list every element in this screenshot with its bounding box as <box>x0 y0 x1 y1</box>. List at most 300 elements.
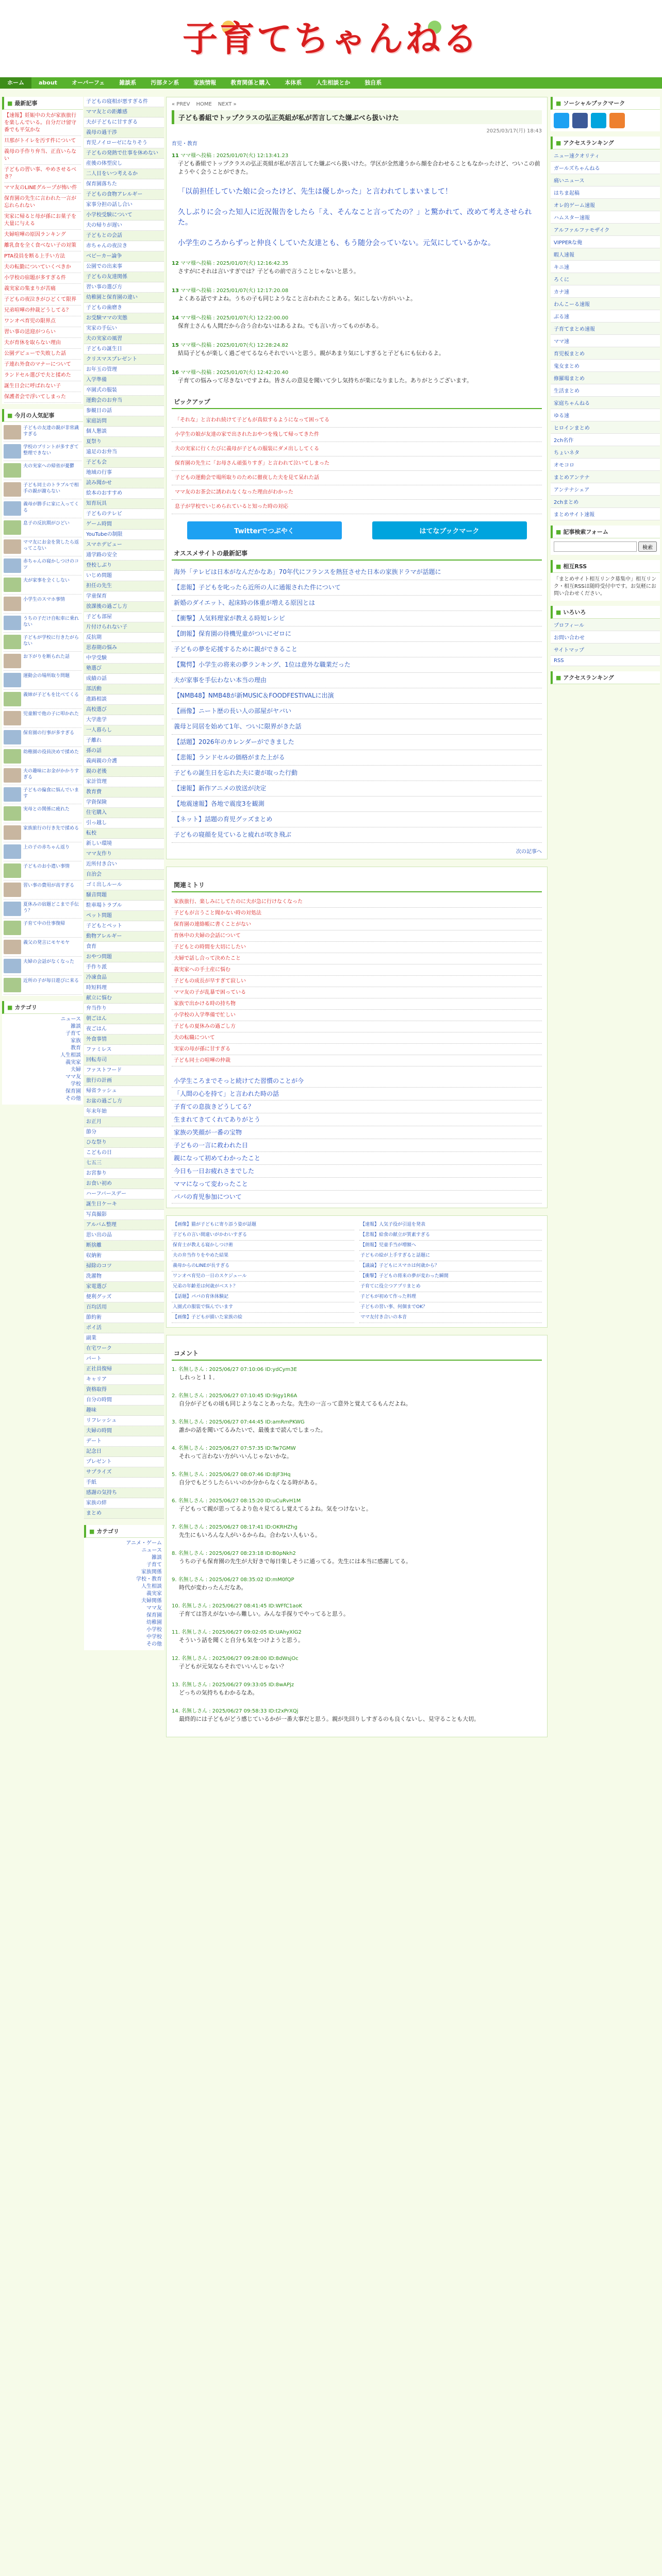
site-logo[interactable]: 子育てちゃんねる <box>182 19 479 60</box>
mid-link-item[interactable]: ハーフバースデー <box>84 1189 164 1199</box>
mid-link-item[interactable]: 夫の帰りが遅い <box>84 221 164 231</box>
left-category-item[interactable]: 人生相談 <box>60 1053 81 1058</box>
left-latest-item[interactable]: 子連れ外食のマナーについて <box>4 360 81 370</box>
article-category[interactable]: 育児・教育 <box>172 141 197 147</box>
recommend-item[interactable]: 【速報】新作アニメの放送が決定 <box>172 781 542 796</box>
grid-link-item[interactable]: 入園式の服装で悩んでいます <box>172 1302 354 1313</box>
nav-item[interactable]: 家族情報 <box>193 79 217 86</box>
right-link-item[interactable]: 2ch名作 <box>551 434 660 446</box>
left-popular-item[interactable] <box>4 537 81 556</box>
mid-link-item[interactable]: 正社員復帰 <box>84 1364 164 1375</box>
right-link-item[interactable]: 鬼女まとめ <box>551 360 660 372</box>
mid-link-item[interactable]: 近所付き合い <box>84 859 164 870</box>
mid-link-item[interactable]: 洗濯物 <box>84 1272 164 1282</box>
mid-link-item[interactable]: 子離れ <box>84 736 164 746</box>
mid-link-item[interactable]: スマホデビュー <box>84 540 164 550</box>
mid-link-item[interactable]: 片付けられない子 <box>84 622 164 633</box>
mid-link-item[interactable]: 知育玩具 <box>84 499 164 509</box>
mid-link-item[interactable]: 子どもとペット <box>84 921 164 931</box>
mid-link-item[interactable]: 資格取得 <box>84 1385 164 1395</box>
grid-link-item[interactable]: 義母からのLINEが長すぎる <box>172 1261 354 1272</box>
left-latest-item[interactable]: 夫が育休を取らない理由 <box>4 338 81 349</box>
pickup-item[interactable]: 子どもの運動会で場所取りのために徹夜した夫を見て呆れた話 <box>172 471 542 485</box>
related-item[interactable]: 夫婦で話し合って決めたこと <box>172 953 542 964</box>
mid-link-item[interactable]: 放課後の過ごし方 <box>84 602 164 612</box>
mid-link-item[interactable]: 赤ちゃんの夜泣き <box>84 241 164 251</box>
mid-link-item[interactable]: 動物アレルギー <box>84 931 164 942</box>
right-link-item[interactable]: オモコロ <box>551 459 660 471</box>
mid-link-item[interactable]: お食い初め <box>84 1179 164 1189</box>
pickup-item[interactable]: ママ友のお茶会に誘われなくなった理由がわかった <box>172 485 542 500</box>
left-popular-item[interactable] <box>4 518 81 537</box>
left-popular-item[interactable] <box>4 766 81 785</box>
grid-link-item[interactable]: 【画像】子どもが描いた家族の絵 <box>172 1313 354 1323</box>
mid-link-item[interactable]: 保育園落ちた <box>84 179 164 190</box>
mid-link-item[interactable]: ゴミ出しルール <box>84 880 164 890</box>
mid-category-item[interactable]: 小学校 <box>146 1627 162 1633</box>
mid-link-item[interactable]: 参観日の話 <box>84 406 164 416</box>
mid-category-item[interactable]: 雑談 <box>152 1555 162 1561</box>
mid-link-item[interactable]: 絵本のおすすめ <box>84 488 164 499</box>
mid-link-item[interactable]: 進路相談 <box>84 694 164 705</box>
right-link-item[interactable]: 痛いニュース <box>551 174 660 187</box>
mid-link-item[interactable]: 献立に悩む <box>84 993 164 1004</box>
right-link-item[interactable]: 修羅場まとめ <box>551 372 660 384</box>
mid-link-item[interactable]: クリスマスプレゼント <box>84 354 164 365</box>
left-latest-item[interactable]: 子どもの習い事、やめさせるべき？ <box>4 165 81 183</box>
related-item[interactable]: 育休中の夫婦の会話について <box>172 930 542 942</box>
mid-link-item[interactable]: キャリア <box>84 1375 164 1385</box>
mid-link-item[interactable]: 担任の先生 <box>84 581 164 591</box>
left-category-item[interactable]: 教育 <box>71 1045 81 1051</box>
left-popular-item[interactable] <box>4 785 81 804</box>
mid-link-item[interactable]: 感謝の気持ち <box>84 1488 164 1498</box>
right-link-item[interactable]: 暇人速報 <box>551 248 660 261</box>
right-blog-item[interactable]: プロフィール <box>551 619 660 631</box>
nav-item[interactable]: 独自系 <box>365 79 382 86</box>
mid-link-item[interactable]: いじめ問題 <box>84 571 164 581</box>
left-latest-item[interactable]: 実家に帰ると母が孫にお菓子を大量に与える <box>4 212 81 230</box>
right-link-item[interactable]: 生活まとめ <box>551 384 660 397</box>
mid-link-item[interactable]: 夫婦の時間 <box>84 1426 164 1436</box>
right-link-item[interactable]: ニュー速クオリティ <box>551 149 660 162</box>
mid-link-item[interactable]: ゲーム時間 <box>84 519 164 530</box>
mid-link-item[interactable]: 転校 <box>84 828 164 839</box>
mid-link-item[interactable]: 外食事情 <box>84 1035 164 1045</box>
twitter-share-button[interactable]: Twitterでつぶやく <box>187 521 342 539</box>
mid-link-item[interactable]: 子どもの歯磨き <box>84 303 164 313</box>
mid-link-item[interactable]: ひな祭り <box>84 1138 164 1148</box>
mid-link-item[interactable]: 子ども部屋 <box>84 612 164 622</box>
grid-link-item[interactable]: 夫の弁当作りをやめた結果 <box>172 1251 354 1261</box>
left-popular-item[interactable] <box>4 842 81 861</box>
recommend-item[interactable]: 【話題】2026年のカレンダーができました <box>172 735 542 750</box>
mid-link-item[interactable]: 冷凍食品 <box>84 973 164 983</box>
related-item-2[interactable]: ママになって変わったこと <box>172 1178 542 1191</box>
mid-link-item[interactable]: 時短料理 <box>84 983 164 993</box>
related-item-2[interactable]: 今日も一日お疲れさまでした <box>172 1165 542 1178</box>
grid-link-item[interactable]: 【悲報】給食の献立が質素すぎる <box>359 1230 542 1241</box>
left-latest-item[interactable]: 習い事の送迎がつらい <box>4 327 81 338</box>
mid-link-item[interactable]: 高校選び <box>84 705 164 715</box>
mid-link-item[interactable]: 夜ごはん <box>84 1024 164 1035</box>
nav-item[interactable]: オーバーフェ <box>71 79 105 86</box>
mid-link-item[interactable]: 義両親の介護 <box>84 756 164 767</box>
related-item[interactable]: 子ども同士の喧嘩の仲裁 <box>172 1055 542 1066</box>
related-item[interactable]: 義実家への手土産に悩む <box>172 964 542 976</box>
search-button[interactable]: 検索 <box>638 541 657 552</box>
related-item-2[interactable]: パパの育児参加について <box>172 1191 542 1204</box>
left-popular-item[interactable] <box>4 423 81 442</box>
left-latest-item[interactable]: 夫の転勤についていくべきか <box>4 262 81 273</box>
left-popular-item[interactable] <box>4 957 81 976</box>
mid-link-item[interactable]: 回転寿司 <box>84 1055 164 1065</box>
right-link-item[interactable]: VIPPERな俺 <box>551 236 660 248</box>
mid-link-item[interactable]: 七五三 <box>84 1158 164 1168</box>
grid-link-item[interactable]: ワンオペ育児の一日のスケジュール <box>172 1272 354 1282</box>
left-latest-item[interactable]: 兄弟喧嘩の仲裁どうしてる？ <box>4 306 81 316</box>
right-link-item[interactable]: まとめサイト速報 <box>551 508 660 520</box>
left-latest-item[interactable]: 小学校の宿題が多すぎる件 <box>4 273 81 284</box>
mid-link-item[interactable]: 家庭訪問 <box>84 416 164 427</box>
mid-link-item[interactable]: 地域の行事 <box>84 468 164 478</box>
mid-link-item[interactable]: プレゼント <box>84 1457 164 1467</box>
mid-category-item[interactable]: 義実家 <box>146 1591 162 1597</box>
left-popular-item[interactable] <box>4 461 81 480</box>
related-item[interactable]: 実家の母が孫に甘すぎる <box>172 1044 542 1055</box>
left-popular-item[interactable] <box>4 556 81 575</box>
grid-link-item[interactable]: 【画像】猫が子どもに寄り添う姿が話題 <box>172 1220 354 1230</box>
related-item[interactable]: 保育園の連絡帳に書くことがない <box>172 919 542 930</box>
right-blog-item[interactable]: お問い合わせ <box>551 631 660 643</box>
right-link-item[interactable]: オレ的ゲーム速報 <box>551 199 660 211</box>
mid-category-item[interactable]: 子育て <box>146 1562 162 1568</box>
grid-link-item[interactable]: 子育てに役立つアプリまとめ <box>359 1282 542 1292</box>
left-category-item[interactable]: 学校 <box>71 1081 81 1087</box>
related-item[interactable]: 家族旅行、楽しみにしてたのに夫が急に行けなくなった <box>172 896 542 908</box>
mid-link-item[interactable]: 趣味 <box>84 1405 164 1416</box>
mid-link-item[interactable]: まとめ <box>84 1509 164 1519</box>
mid-link-item[interactable]: 子どもの食物アレルギー <box>84 190 164 200</box>
mid-link-item[interactable]: 自治会 <box>84 870 164 880</box>
related-item-2[interactable]: 小学生ころまでそっと続けてた習慣のことが今 <box>172 1075 542 1088</box>
mid-link-item[interactable]: アルバム整理 <box>84 1220 164 1230</box>
mid-link-item[interactable]: デート <box>84 1436 164 1447</box>
right-link-item[interactable]: わんこーる速報 <box>551 298 660 310</box>
mid-link-item[interactable]: 弁当作り <box>84 1004 164 1014</box>
right-link-item[interactable]: 育児板まとめ <box>551 347 660 360</box>
related-item[interactable]: 子どもが言うこと聞かない時の対処法 <box>172 908 542 919</box>
nav-item[interactable]: about <box>39 79 57 86</box>
facebook-icon[interactable] <box>572 113 588 128</box>
mid-link-item[interactable]: 子どもの誕生日 <box>84 344 164 354</box>
left-popular-item[interactable] <box>4 442 81 461</box>
mid-link-item[interactable]: お宮参り <box>84 1168 164 1179</box>
left-popular-item[interactable] <box>4 480 81 499</box>
mid-link-item[interactable]: 育児ノイローゼになりそう <box>84 138 164 148</box>
nav-item[interactable]: 雑談系 <box>119 79 137 86</box>
mid-link-item[interactable]: 子ども会 <box>84 457 164 468</box>
right-link-item[interactable]: アルファルファモザイク <box>551 224 660 236</box>
mid-link-item[interactable]: 記念日 <box>84 1447 164 1457</box>
recommend-item[interactable]: 【ネット】話題の育児グッズまとめ <box>172 812 542 827</box>
recommend-more-link[interactable]: 次の記事へ <box>516 849 542 855</box>
nav-item[interactable]: 汚部タン系 <box>151 79 179 86</box>
left-latest-item[interactable]: 【速報】妊娠中の夫が家族旅行を楽しんでいる。自分だけ留守番でも平気かな <box>4 111 81 136</box>
mid-link-item[interactable]: 公園での出来事 <box>84 262 164 272</box>
left-popular-item[interactable] <box>4 595 81 614</box>
mid-link-item[interactable]: ベビーカー論争 <box>84 251 164 262</box>
left-latest-item[interactable]: PTA役員を断る上手い方法 <box>4 251 81 262</box>
right-link-item[interactable]: ゆる速 <box>551 409 660 421</box>
left-popular-item[interactable] <box>4 728 81 747</box>
grid-link-item[interactable]: 子どもが初めて作った料理 <box>359 1292 542 1302</box>
mid-link-item[interactable]: こどもの日 <box>84 1148 164 1158</box>
mid-link-item[interactable]: 朝ごはん <box>84 1014 164 1024</box>
mid-link-item[interactable]: 百均活用 <box>84 1302 164 1313</box>
mid-category-item[interactable]: 夫婦関係 <box>141 1598 162 1604</box>
nav-item[interactable]: 人生相談とか <box>316 79 351 86</box>
mid-link-item[interactable]: 旅行の計画 <box>84 1076 164 1086</box>
grid-link-item[interactable]: 【衝撃】子どもの将来の夢が変わった瞬間 <box>359 1272 542 1282</box>
search-input[interactable] <box>554 541 637 552</box>
right-link-item[interactable]: アンテナシェア <box>551 483 660 496</box>
left-latest-item[interactable]: 義実家の集まりが苦痛 <box>4 284 81 295</box>
related-item[interactable]: 夫の転職について <box>172 1032 542 1044</box>
left-popular-item[interactable] <box>4 709 81 728</box>
recommend-item[interactable]: 【衝撃】人気料理家が教える時短レシピ <box>172 611 542 626</box>
left-popular-item[interactable] <box>4 633 81 652</box>
mid-link-item[interactable]: 実家の手伝い <box>84 324 164 334</box>
pager-link[interactable]: « PREV <box>172 101 190 107</box>
left-popular-item[interactable] <box>4 976 81 995</box>
left-latest-item[interactable]: 保育園の先生に言われた一言が忘れられない <box>4 194 81 212</box>
recommend-item[interactable]: 海外「テレビは日本がなんだかなあ」70年代にフランスを熱狂させた日本の家族ドラマが話題に <box>172 565 542 580</box>
left-latest-item[interactable]: ランドセル選びで夫と揉めた <box>4 370 81 381</box>
left-category-item[interactable]: 夫婦 <box>71 1067 81 1073</box>
nav-item[interactable]: ホーム <box>0 77 31 89</box>
mid-link-item[interactable]: 駐車場トラブル <box>84 901 164 911</box>
mid-link-item[interactable]: 引っ越し <box>84 818 164 828</box>
mid-link-item[interactable]: 一人暮らし <box>84 725 164 736</box>
mid-category-item[interactable]: ママ友 <box>146 1605 162 1611</box>
mid-link-item[interactable]: ペット問題 <box>84 911 164 921</box>
hatena-icon[interactable] <box>591 113 606 128</box>
mid-link-item[interactable]: お年玉の管理 <box>84 365 164 375</box>
right-link-item[interactable]: 家庭ちゃんねる <box>551 397 660 409</box>
mid-link-item[interactable]: 子どもの友達関係 <box>84 272 164 282</box>
recommend-item[interactable]: 子どもの夢を応援するために親ができること <box>172 642 542 657</box>
left-popular-item[interactable] <box>4 823 81 842</box>
right-link-item[interactable]: まとめアンテナ <box>551 471 660 483</box>
mid-link-item[interactable]: ポイ活 <box>84 1323 164 1333</box>
mid-link-item[interactable]: 中学受験 <box>84 653 164 664</box>
left-latest-item[interactable]: 子どもの夜泣きがひどくて限界 <box>4 295 81 306</box>
grid-link-item[interactable]: 【朗報】児童手当が増額へ <box>359 1241 542 1251</box>
nav-item[interactable]: 本体系 <box>285 79 302 86</box>
right-link-item[interactable]: ガールズちゃんねる <box>551 162 660 174</box>
mid-link-item[interactable]: 遠足のお弁当 <box>84 447 164 457</box>
left-category-item[interactable]: ニュース <box>60 1016 81 1022</box>
right-link-item[interactable]: 子育てまとめ速報 <box>551 323 660 335</box>
related-item[interactable]: 子どもの夏休みの過ごし方 <box>172 1021 542 1032</box>
right-link-item[interactable]: 2chまとめ <box>551 496 660 508</box>
mid-link-item[interactable]: 小学校受験について <box>84 210 164 221</box>
recommend-item[interactable]: 【驚愕】小学生の将来の夢ランキング、1位は意外な職業だった <box>172 657 542 673</box>
mid-link-item[interactable]: 夫が子どもに甘すぎる <box>84 117 164 128</box>
recommend-item[interactable]: 【朗報】保育園の待機児童がついにゼロに <box>172 626 542 642</box>
related-item[interactable]: 子どもの成長が早すぎて寂しい <box>172 976 542 987</box>
left-latest-item[interactable]: 義母の手作り弁当、正直いらない <box>4 147 81 165</box>
left-popular-item[interactable] <box>4 671 81 690</box>
related-item[interactable]: 子どもとの時間を大切にしたい <box>172 942 542 953</box>
twitter-icon[interactable] <box>554 113 569 128</box>
right-link-item[interactable]: カナ速 <box>551 285 660 298</box>
recommend-item[interactable]: 子どもの寝顔を見ていると疲れが吹き飛ぶ <box>172 827 542 843</box>
left-latest-item[interactable]: 保護者会で浮いてしまった <box>4 392 81 403</box>
related-item-2[interactable]: 家族の笑顔が一番の宝物 <box>172 1126 542 1139</box>
right-blog-item[interactable]: サイトマップ <box>551 643 660 656</box>
left-popular-item[interactable] <box>4 499 81 518</box>
recommend-item[interactable]: 【地震速報】各地で震度3を観測 <box>172 796 542 812</box>
related-item-2[interactable]: 子育ての息抜きどうしてる？ <box>172 1100 542 1113</box>
mid-link-item[interactable]: 運動会のお弁当 <box>84 396 164 406</box>
mid-link-item[interactable]: 成績の話 <box>84 674 164 684</box>
mid-link-item[interactable]: 写真撮影 <box>84 1210 164 1220</box>
left-category-item[interactable]: 保育園 <box>65 1089 81 1094</box>
related-item-2[interactable]: 子どもの一言に救われた日 <box>172 1139 542 1152</box>
mid-link-item[interactable]: 義母の過干渉 <box>84 128 164 138</box>
mid-link-item[interactable]: 学資保険 <box>84 798 164 808</box>
pickup-item[interactable]: 「それな」と言われ続けて子どもが真似するようになって困ってる <box>172 413 542 428</box>
mid-link-item[interactable]: 副業 <box>84 1333 164 1344</box>
pager-link[interactable]: NEXT » <box>218 101 237 107</box>
left-latest-item[interactable]: 公園デビューで失敗した話 <box>4 349 81 360</box>
mid-link-item[interactable]: 家計管理 <box>84 777 164 787</box>
left-popular-item[interactable] <box>4 900 81 919</box>
mid-link-item[interactable]: ママ友との距離感 <box>84 107 164 117</box>
mid-link-item[interactable]: 入学準備 <box>84 375 164 385</box>
left-latest-item[interactable]: ワンオペ育児の限界点 <box>4 316 81 327</box>
mid-category-item[interactable]: 中学校 <box>146 1634 162 1640</box>
pickup-item[interactable]: 息子が学校でいじめられていると知った時の対応 <box>172 500 542 514</box>
recommend-item[interactable]: 夫が家事を手伝わない本当の理由 <box>172 673 542 688</box>
mid-link-item[interactable]: 新しい環境 <box>84 839 164 849</box>
mid-link-item[interactable]: 手作り派 <box>84 962 164 973</box>
pickup-item[interactable]: 保育園の先生に「お母さん頑張りすぎ」と言われて泣いてしまった <box>172 456 542 471</box>
related-item-2[interactable]: 「人間の心を持て」と言われた時の話 <box>172 1088 542 1100</box>
left-popular-item[interactable] <box>4 614 81 633</box>
mid-link-item[interactable]: ファストフード <box>84 1065 164 1076</box>
mid-link-item[interactable]: 掃除のコツ <box>84 1261 164 1272</box>
grid-link-item[interactable]: 子どもの絵が上手すぎると話題に <box>359 1251 542 1261</box>
mid-link-item[interactable]: 産後の体型戻し <box>84 159 164 169</box>
left-popular-item[interactable] <box>4 575 81 595</box>
mid-link-item[interactable]: 断捨離 <box>84 1241 164 1251</box>
left-category-item[interactable]: ママ友 <box>65 1074 81 1080</box>
left-category-item[interactable]: 雑談 <box>71 1024 81 1029</box>
mid-link-item[interactable]: 卒園式の服装 <box>84 385 164 396</box>
mid-link-item[interactable]: 帰省ラッシュ <box>84 1086 164 1096</box>
mid-link-item[interactable]: 年末年始 <box>84 1107 164 1117</box>
left-category-item[interactable]: 義実家 <box>65 1060 81 1065</box>
mid-category-item[interactable]: 家族関係 <box>141 1569 162 1575</box>
grid-link-item[interactable]: 【議論】子どもにスマホは何歳から？ <box>359 1261 542 1272</box>
mid-link-item[interactable]: お受験ママの実態 <box>84 313 164 324</box>
mid-link-item[interactable]: 通学路の安全 <box>84 550 164 561</box>
mid-link-item[interactable]: リフレッシュ <box>84 1416 164 1426</box>
mid-link-item[interactable]: 夫の実家の風習 <box>84 334 164 344</box>
mid-category-item[interactable]: その他 <box>146 1641 162 1647</box>
grid-link-item[interactable]: 【話題】パパの育休体験記 <box>172 1292 354 1302</box>
right-link-item[interactable]: はちま起稿 <box>551 187 660 199</box>
mid-category-item[interactable]: 人生相談 <box>141 1584 162 1589</box>
mid-link-item[interactable]: サプライズ <box>84 1467 164 1478</box>
left-popular-item[interactable] <box>4 919 81 938</box>
mid-link-item[interactable]: 登校しぶり <box>84 561 164 571</box>
mid-link-item[interactable]: 学童保育 <box>84 591 164 602</box>
mid-link-item[interactable]: 子どもの寝相が悪すぎる件 <box>84 97 164 107</box>
mid-category-item[interactable]: アニメ・ゲーム <box>126 1540 162 1546</box>
left-category-item[interactable]: 家族 <box>71 1038 81 1044</box>
mid-link-item[interactable]: ファミレス <box>84 1045 164 1055</box>
right-link-item[interactable]: ママ速 <box>551 335 660 347</box>
mid-link-item[interactable]: 部活動 <box>84 684 164 694</box>
mid-link-item[interactable]: おやつ問題 <box>84 952 164 962</box>
left-latest-item[interactable]: 離乳食を全く食べない子の対策 <box>4 241 81 251</box>
recommend-item[interactable]: 【NMB48】NMB48が新MUSIC＆FOODFESTIVALに出演 <box>172 688 542 704</box>
right-link-item[interactable]: ハムスター速報 <box>551 211 660 224</box>
grid-link-item[interactable]: 子どもの言い間違いがかわいすぎる <box>172 1230 354 1241</box>
rss-icon[interactable] <box>609 113 625 128</box>
recommend-item[interactable]: 新婚のダイエット、起床時の体重が増える原因とは <box>172 596 542 611</box>
grid-link-item[interactable]: 兄弟の年齢差は何歳がベスト？ <box>172 1282 354 1292</box>
left-popular-item[interactable] <box>4 804 81 823</box>
mid-link-item[interactable]: パート <box>84 1354 164 1364</box>
mid-link-item[interactable]: 子どもの発熱で仕事を休めない <box>84 148 164 159</box>
mid-link-item[interactable]: 食育 <box>84 942 164 952</box>
mid-link-item[interactable]: お正月 <box>84 1117 164 1127</box>
mid-link-item[interactable]: 反抗期 <box>84 633 164 643</box>
mid-link-item[interactable]: 在宅ワーク <box>84 1344 164 1354</box>
mid-link-item[interactable]: 親の老後 <box>84 767 164 777</box>
related-item[interactable]: ママ友の子が乱暴で困っている <box>172 987 542 998</box>
recommend-item[interactable]: 子どもの誕生日を忘れた夫に妻が取った行動 <box>172 766 542 781</box>
right-link-item[interactable]: ぶる速 <box>551 310 660 323</box>
mid-link-item[interactable]: 二人目をいつ考えるか <box>84 169 164 179</box>
left-category-item[interactable]: その他 <box>65 1096 81 1101</box>
mid-link-item[interactable]: 読み聞かせ <box>84 478 164 488</box>
mid-link-item[interactable]: 大学進学 <box>84 715 164 725</box>
left-category-item[interactable]: 子育て <box>65 1031 81 1037</box>
mid-link-item[interactable]: 個人懇談 <box>84 427 164 437</box>
recommend-item[interactable]: 【画像】ニート歴の長い人の部屋がヤバい <box>172 704 542 719</box>
left-popular-item[interactable] <box>4 690 81 709</box>
related-item-2[interactable]: 生まれてきてくれてありがとう <box>172 1113 542 1126</box>
mid-category-item[interactable]: 幼稚園 <box>146 1620 162 1625</box>
mid-link-item[interactable]: 収納術 <box>84 1251 164 1261</box>
mid-link-item[interactable]: 子どもとの会話 <box>84 231 164 241</box>
mid-link-item[interactable]: 便利グッズ <box>84 1292 164 1302</box>
mid-link-item[interactable]: 誕生日ケーキ <box>84 1199 164 1210</box>
related-item[interactable]: 家族で出かける時の持ち物 <box>172 998 542 1010</box>
mid-link-item[interactable]: 習い事の選び方 <box>84 282 164 293</box>
pager-link[interactable]: HOME <box>196 101 212 107</box>
pickup-item[interactable]: 夫の実家に行くたびに義母が子どもの服装にダメ出ししてくる <box>172 442 542 456</box>
mid-link-item[interactable]: 思い出の品 <box>84 1230 164 1241</box>
mid-link-item[interactable]: 思春期の悩み <box>84 643 164 653</box>
left-popular-item[interactable] <box>4 652 81 671</box>
